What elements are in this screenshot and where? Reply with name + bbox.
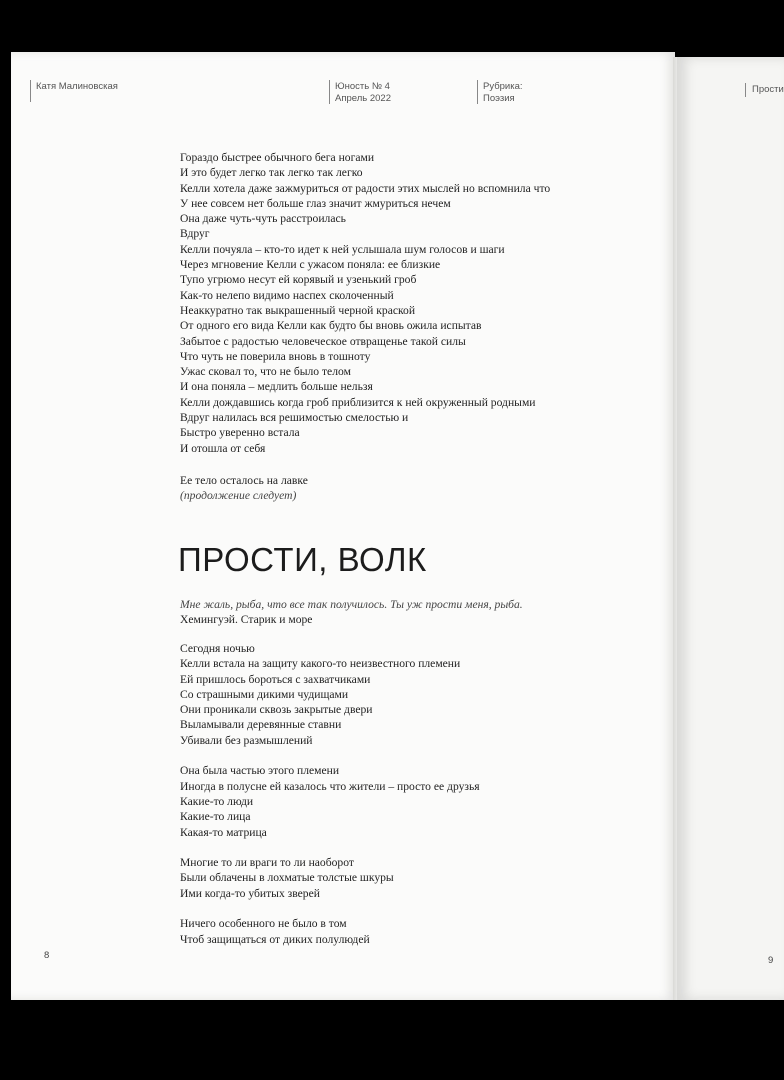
stanza-break: [180, 748, 650, 763]
header-divider: [745, 83, 746, 97]
poem-line: Иногда в полусне ей казалось что жители – просто ее друзья: [180, 779, 480, 793]
poem-line: Какие-то люди: [180, 794, 254, 808]
epigraph-source: Хемингуэй. Старик и море: [180, 613, 313, 627]
poem-body: [180, 641, 650, 947]
poem-line: Келли встала на защиту какого-то неизвестного племени: [180, 657, 461, 671]
poem-line: Что чуть не поверила вновь в тошноту: [180, 349, 371, 363]
poem-line: Многие то ли враги то ли наоборот: [180, 856, 354, 870]
poem-line: Со страшными дикими чудищами: [180, 687, 349, 701]
poem-title: ПРОСТИ, ВОЛК: [178, 541, 427, 578]
poem-line: Келли дождавшись когда гроб приблизится к ней окруженный родными: [180, 395, 536, 409]
poem-line: Быстро уверенно встала: [180, 426, 300, 440]
header-rubric-value: Поэзия: [483, 93, 515, 104]
header-author: Катя Малиновская: [36, 81, 118, 92]
poem-continuation: [180, 150, 650, 456]
poem-line: И отошла от себя: [180, 441, 266, 455]
poem-line: Тупо угрюмо несут ей корявый и узенький гроб: [180, 273, 417, 287]
poem-line: И она поняла – медлить больше нельзя: [180, 380, 373, 394]
right-page-header: Прости: [752, 84, 784, 95]
poem-line: Как-то нелепо видимо наспех сколоченный: [180, 288, 394, 302]
poem-line: Чтоб защищаться от диких полулюдей: [180, 932, 370, 946]
continuation-note: (продолжение следует): [180, 489, 297, 503]
poem-line: Она была частью этого племени: [180, 764, 340, 778]
header-rubric: [483, 81, 523, 105]
poem-line: Какая-то матрица: [180, 825, 267, 839]
poem-line: Забытое с радостью человеческое отвращенье такой силы: [180, 334, 466, 348]
header-rubric-label: Рубрика:: [483, 81, 523, 92]
poem-line: Ей пришлось бороться с захватчиками: [180, 672, 371, 686]
poem-line: Неаккуратно так выкрашенный черной краской: [180, 303, 416, 317]
header-issue-number: Юность № 4: [335, 81, 390, 92]
poem-line: Убивали без размышлений: [180, 733, 313, 747]
epigraph: [180, 597, 523, 628]
poem-line: Выламывали деревянные ставни: [180, 718, 342, 732]
right-page: [677, 57, 784, 1000]
header-divider: [477, 80, 478, 104]
poem-line: Какие-то лица: [180, 810, 251, 824]
poem-line: От одного его вида Келли как будто бы вновь ожила испытав: [180, 319, 482, 333]
epigraph-quote: Мне жаль, рыба, что все так получилось. Ты уж прости меня, рыба.: [180, 598, 523, 611]
poem-line: Они проникали сквозь закрытые двери: [180, 703, 373, 717]
poem-line: Ничего особенного не было в том: [180, 917, 347, 931]
poem-line: Она даже чуть-чуть расстроилась: [180, 212, 346, 226]
header-issue-date: Апрель 2022: [335, 93, 391, 104]
poem-line: Гораздо быстрее обычного бега ногами: [180, 151, 375, 164]
stanza-break: [180, 840, 650, 855]
poem-line: Ужас сковал то, что не было телом: [180, 365, 351, 379]
poem-line: Ими когда-то убитых зверей: [180, 886, 320, 900]
poem-line: И это будет легко так легко так легко: [180, 166, 363, 180]
stanza-break: [180, 901, 650, 916]
poem-line: Ее тело осталось на лавке: [180, 474, 308, 487]
poem-line: Были облачены в лохматые толстые шкуры: [180, 871, 394, 885]
poem-line: Келли почуяла – кто-то идет к ней услышала шум голосов и шаги: [180, 242, 505, 256]
poem-line: Вдруг: [180, 227, 210, 241]
page-number-right: 9: [768, 955, 774, 966]
poem-line: Келли хотела даже зажмуриться от радости этих мыслей но вспомнила что: [180, 181, 551, 195]
header-divider: [329, 80, 330, 104]
poem-line: У нее совсем нет больше глаз значит жмуриться нечем: [180, 196, 451, 210]
header-issue: [335, 81, 391, 105]
page-number-left: 8: [44, 950, 50, 961]
header-divider: [30, 80, 31, 102]
poem-line: Вдруг налилась вся решимостью смелостью и: [180, 411, 409, 425]
poem-line: Сегодня ночью: [180, 642, 255, 655]
poem-line: Через мгновение Келли с ужасом поняла: ее близкие: [180, 258, 441, 272]
poem-ending: [180, 473, 650, 504]
